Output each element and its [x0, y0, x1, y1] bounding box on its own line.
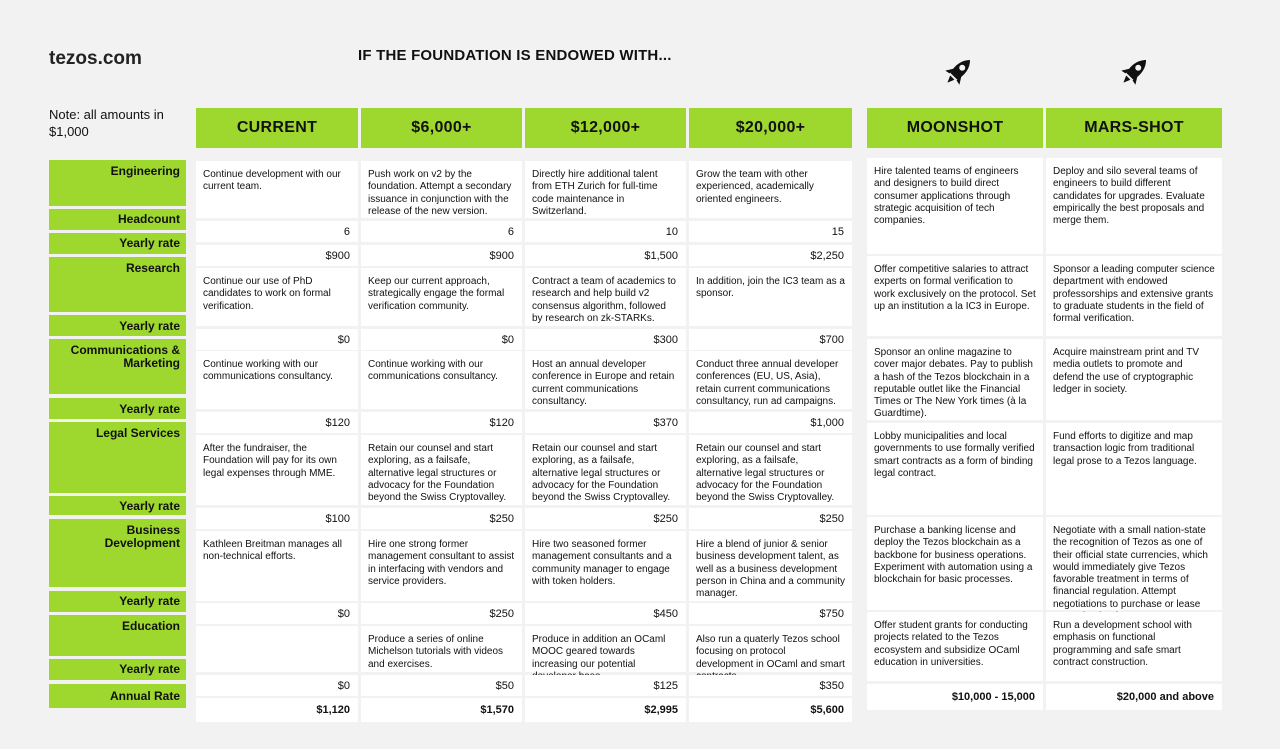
moonshot-research: Offer competitive salaries to attract experts on formal verification to work exclusively on the protocol. Set up an institution a la IC3 in Europe. [867, 256, 1043, 336]
rocket-icon [1114, 52, 1154, 92]
headcount-6000: 6 [361, 221, 522, 242]
engineering-6000: Push work on v2 by the foundation. Attempt a secondary issuance in conjunction with the release of the new version. [361, 161, 522, 218]
business-rate-20000: $750 [689, 603, 852, 624]
column-header-marsshot: MARS-SHOT [1046, 108, 1222, 148]
business-6000: Hire one strong former management consultant to assist in interfacing with vendors and service providers. [361, 531, 522, 601]
legal-rate-12000: $250 [525, 508, 686, 529]
marsshot-research: Sponsor a leading computer science department with endowed professorships and extensive grants to graduate students in the field of formal verification. [1046, 256, 1222, 336]
legal-20000: Retain our counsel and start exploring, as a failsafe, alternative legal structures or advocacy for the Foundation beyond the Swiss Cryptovalley. [689, 435, 852, 505]
row-label-yearly-rate: Yearly rate [49, 233, 186, 254]
business-rate-12000: $450 [525, 603, 686, 624]
education-rate-6000: $50 [361, 675, 522, 696]
research-rate-6000: $0 [361, 329, 522, 350]
education-rate-12000: $125 [525, 675, 686, 696]
annual-rate-12000: $2,995 [525, 698, 686, 722]
row-label-yearly-rate: Yearly rate [49, 659, 186, 680]
engineering-rate-20000: $2,250 [689, 245, 852, 266]
row-label-education: Education [49, 615, 186, 656]
business-current: Kathleen Breitman manages all non-technical efforts. [196, 531, 358, 601]
amounts-note: Note: all amounts in $1,000 [49, 107, 164, 139]
annual-rate-6000: $1,570 [361, 698, 522, 722]
marsshot-business: Negotiate with a small nation-state the recognition of Tezos as one of their official state currencies, which would immediately give Tezos favorable treatment in terms of financial regulation. Attempt negotiations to purchase or lease [1046, 517, 1222, 610]
research-rate-20000: $700 [689, 329, 852, 350]
marsshot-total: $20,000 and above [1046, 684, 1222, 710]
engineering-rate-6000: $900 [361, 245, 522, 266]
row-label-communications: Communications & Marketing [49, 339, 186, 394]
page-headline: IF THE FOUNDATION IS ENDOWED WITH... [358, 47, 672, 64]
row-label-yearly-rate: Yearly rate [49, 398, 186, 419]
moonshot-total: $10,000 - 15,000 [867, 684, 1043, 710]
communications-current: Continue working with our communications consultancy. [196, 351, 358, 409]
research-12000: Contract a team of academics to research and help build v2 consensus algorithm, followed by research on zk-STARKs. [525, 268, 686, 326]
annual-rate-current: $1,120 [196, 698, 358, 722]
engineering-current: Continue development with our current team. [196, 161, 358, 218]
engineering-12000: Directly hire additional talent from ETH Zurich for full-time code maintenance in Switzerland. [525, 161, 686, 218]
rocket-icon [938, 52, 978, 92]
communications-rate-12000: $370 [525, 412, 686, 433]
marsshot-legal: Fund efforts to digitize and map transaction logic from traditional legal prose to a Tezos language. [1046, 423, 1222, 515]
brand-logo-text: tezos.com [49, 48, 142, 69]
business-rate-6000: $250 [361, 603, 522, 624]
legal-rate-6000: $250 [361, 508, 522, 529]
legal-6000: Retain our counsel and start exploring, as a failsafe, alternative legal structures or advocacy for the Foundation beyond the Swiss Cryptovalley. [361, 435, 522, 505]
row-label-headcount: Headcount [49, 209, 186, 230]
communications-rate-6000: $120 [361, 412, 522, 433]
education-20000: Also run a quaterly Tezos school focusing on protocol development in OCaml and smart [689, 626, 852, 672]
row-label-yearly-rate: Yearly rate [49, 315, 186, 336]
row-label-research: Research [49, 257, 186, 312]
legal-rate-current: $100 [196, 508, 358, 529]
engineering-rate-12000: $1,500 [525, 245, 686, 266]
engineering-rate-current: $900 [196, 245, 358, 266]
research-6000: Keep our current approach, strategically engage the formal verification community. [361, 268, 522, 326]
column-header-6000: $6,000+ [361, 108, 522, 148]
column-header-12000: $12,000+ [525, 108, 686, 148]
row-label-annual-rate: Annual Rate [49, 684, 186, 708]
research-current: Continue our use of PhD candidates to work on formal verification. [196, 268, 358, 326]
legal-12000: Retain our counsel and start exploring, as a failsafe, alternative legal structures or advocacy for the Foundation beyond the Swiss Cryptovalley. [525, 435, 686, 505]
moonshot-engineering: Hire talented teams of engineers and designers to build direct consumer applications through strategic acquisition of tech companies. [867, 158, 1043, 254]
moonshot-education: Offer student grants for conducting projects related to the Tezos ecosystem and subsidize OCaml education in universities. [867, 612, 1043, 681]
business-20000: Hire a blend of junior & senior business development talent, as well as a business development person in China and a community manager. [689, 531, 852, 601]
business-rate-current: $0 [196, 603, 358, 624]
marsshot-engineering: Deploy and silo several teams of engineers to build different candidates for upgrades. Evaluate empirically the best proposals and merge them. [1046, 158, 1222, 254]
engineering-20000: Grow the team with other experienced, academically oriented engineers. [689, 161, 852, 218]
communications-rate-20000: $1,000 [689, 412, 852, 433]
research-rate-current: $0 [196, 329, 358, 350]
education-6000: Produce a series of online Michelson tutorials with videos and exercises. [361, 626, 522, 672]
business-12000: Hire two seasoned former management consultants and a community manager to engage with token holders. [525, 531, 686, 601]
education-rate-20000: $350 [689, 675, 852, 696]
row-label-yearly-rate: Yearly rate [49, 496, 186, 515]
annual-rate-20000: $5,600 [689, 698, 852, 722]
legal-rate-20000: $250 [689, 508, 852, 529]
row-label-yearly-rate: Yearly rate [49, 591, 186, 612]
education-rate-current: $0 [196, 675, 358, 696]
marsshot-communications: Acquire mainstream print and TV media outlets to promote and defend the use of cryptographic ledger in society. [1046, 339, 1222, 420]
communications-20000: Conduct three annual developer conferences (EU, US, Asia), retain current communications consultancy, run ad campaigns. [689, 351, 852, 409]
headcount-current: 6 [196, 221, 358, 242]
communications-rate-current: $120 [196, 412, 358, 433]
education-12000: Produce in addition an OCaml MOOC geared towards increasing our potential [525, 626, 686, 672]
communications-6000: Continue working with our communications consultancy. [361, 351, 522, 409]
headcount-12000: 10 [525, 221, 686, 242]
row-label-engineering: Engineering [49, 160, 186, 206]
communications-12000: Host an annual developer conference in Europe and retain current communications consultancy. [525, 351, 686, 409]
marsshot-education: Run a development school with emphasis on functional programming and safe smart contract construction. [1046, 612, 1222, 681]
row-label-business: Business Development [49, 519, 186, 587]
column-header-moonshot: MOONSHOT [867, 108, 1043, 148]
column-header-current: CURRENT [196, 108, 358, 148]
headcount-20000: 15 [689, 221, 852, 242]
row-label-legal: Legal Services [49, 422, 186, 493]
moonshot-business: Purchase a banking license and deploy the Tezos blockchain as a backbone for business operations. Experiment with automation using a blockchain for basic processes. [867, 517, 1043, 610]
education-current [196, 626, 358, 672]
research-20000: In addition, join the IC3 team as a sponsor. [689, 268, 852, 326]
moonshot-communications: Sponsor an online magazine to cover major debates. Pay to publish a hash of the Tezos blockchain in a reputable outlet like the Financial Times or The New York times (à la Guardtime). [867, 339, 1043, 420]
research-rate-12000: $300 [525, 329, 686, 350]
legal-current: After the fundraiser, the Foundation will pay for its own legal expenses through MME. [196, 435, 358, 505]
column-header-20000: $20,000+ [689, 108, 852, 148]
moonshot-legal: Lobby municipalities and local governments to use formally verified smart contracts as a form of binding legal contract. [867, 423, 1043, 515]
